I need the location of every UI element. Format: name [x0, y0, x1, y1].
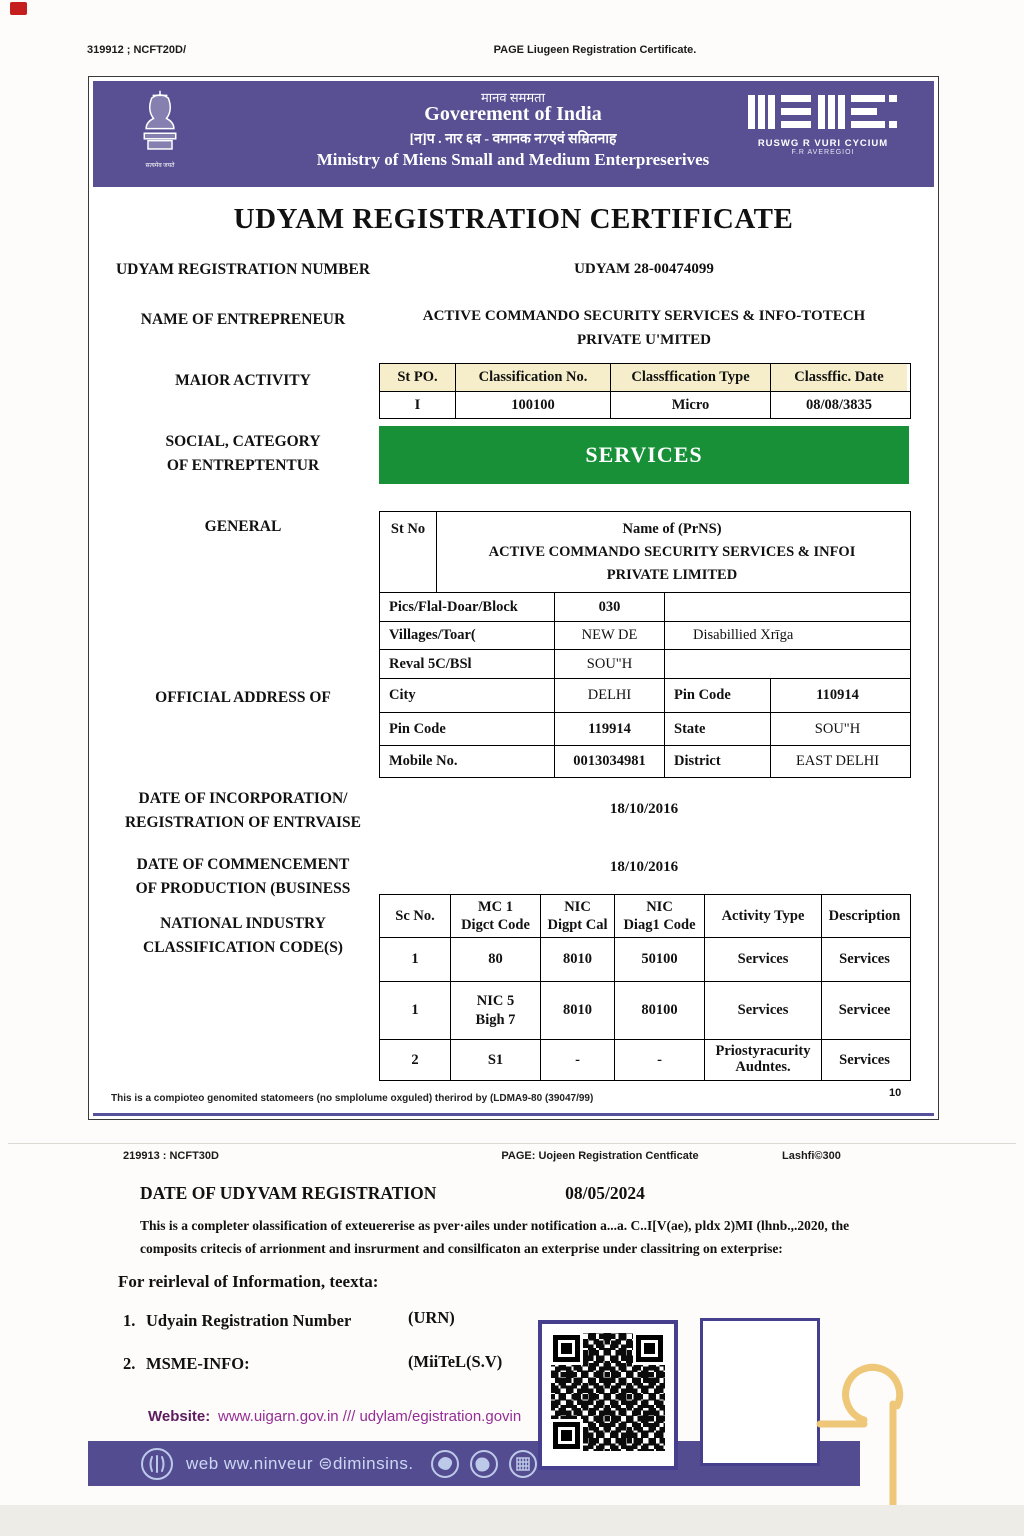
entrepreneur-value: ACTIVE COMMANDO SECURITY SERVICES & INFO-TOTECH PRIVATE U'MITED [422, 308, 866, 348]
activity-cell: I [414, 396, 421, 413]
nic-header-cell: Description [821, 895, 907, 937]
item1-label: Udyain Registration Number [146, 1311, 352, 1330]
nic-table [379, 894, 911, 1081]
page1-bottom-rule [93, 1113, 934, 1116]
entrepreneur-label: NAME OF ENTREPRENEUR [140, 311, 346, 328]
msme-caption-2: F.R AVEREGIOI [791, 149, 855, 156]
commencement-label-2: OF PRODUCTION (BUSINESS [135, 880, 351, 897]
msme-caption-1: RUSWG R VURI CYCIUM [757, 138, 889, 149]
page-divider [8, 1143, 1016, 1144]
address-row: City DELHI Pin Code 110914 [380, 678, 910, 712]
incorporation-value: 18/10/2016 [609, 801, 679, 817]
activity-header-row [380, 364, 910, 391]
general-label: GENERAL [204, 518, 282, 535]
address-row: Pin Code 119914 State SOU"H [380, 712, 910, 745]
nic-header-cell: MC 1 Digct Code [450, 895, 540, 937]
address-name-row [380, 512, 910, 592]
nic-row: 2 S1 - - Priostyracurity Audntes. Services [380, 1039, 910, 1080]
bottom-margin [0, 1505, 1024, 1536]
udyam-reg-date-label: DATE OF UDYVAM REGISTRATION [140, 1183, 437, 1203]
nic-row: 1 NIC 5 Bigh 7 8010 80100 Services Servicee [380, 981, 910, 1039]
activity-header-cell: Classffic. Date [770, 364, 907, 391]
activity-cell: Micro [610, 392, 770, 418]
address-stno-cell: St No [390, 521, 426, 537]
nic-header-cell: Activity Type [704, 895, 821, 937]
nic-header-cell: NIC Diag1 Code [614, 895, 704, 937]
footer-bar-text: web ww.ninveur ⊜diminsins. [186, 1453, 414, 1473]
classification-paragraph-line2: composits critecis of arrionment and insrurment and consilficaton an exterprise under classitring on exterprise: [140, 1241, 783, 1256]
activity-table [379, 363, 911, 419]
incorporation-label-1: DATE OF INCORPORATION/ [138, 790, 348, 807]
address-row: Mobile No. 0013034981 District EAST DELHI [380, 745, 910, 777]
photo-placeholder-box [700, 1318, 820, 1466]
website-url[interactable]: www.uigarn.gov.in /// udylam/egistration.govin [218, 1408, 522, 1425]
address-row: Pics/Flal-Doar/Block 030 [380, 592, 910, 621]
address-row: Reval 5C/BSl SOU"H [380, 649, 910, 678]
qr-code-box [538, 1320, 678, 1470]
social-category-label-1: SOCIAL, CATEGORY [165, 433, 321, 450]
nic-header-cell: NIC Digpt Cal [540, 895, 614, 937]
corner-mark [10, 2, 27, 15]
banner-devanagari-small: मानव सममता [481, 90, 545, 105]
page2-meta-center: PAGE: Uojeen Registration Centficate [501, 1150, 699, 1162]
activity-header-cell: St PO. [380, 364, 455, 391]
item2-value: (MiiTeL(S.V) [408, 1352, 503, 1371]
classification-paragraph-line1: This is a completer olassification of exteuererise as pver·ailes under notification a...a. C..I[V(ae), pldx 2)MI (lhnb.,.2020, the [140, 1218, 850, 1233]
item1-number: 1. [123, 1311, 136, 1330]
social-category-label-2: OF ENTREPTENTUR [166, 457, 320, 474]
activity-cell: 08/08/3835 [770, 392, 907, 418]
nic-header-row [380, 895, 910, 937]
page2-meta-right: Lashfi©300 [782, 1150, 841, 1162]
building-icon[interactable] [508, 1449, 538, 1479]
official-address-label: OFFICIAL ADDRESS OF [155, 689, 331, 706]
retrieval-heading: For reirleval of Information, teexta: [118, 1272, 379, 1291]
ashoka-emblem-icon [129, 87, 191, 161]
udyam-reg-date-value: 08/05/2024 [565, 1183, 645, 1203]
item1-value: (URN) [408, 1308, 455, 1327]
page1-page-number: 10 [889, 1087, 902, 1099]
page1-meta-left: 319912 ; NCFT20D/ [87, 44, 187, 56]
banner-ministry-line: Ministry of Miens Small and Medium Enterpreserives [316, 150, 710, 169]
nic-label-1: NATIONAL INDUSTRY [160, 915, 326, 932]
activity-data-row [380, 391, 910, 418]
activity-cell: 100100 [455, 392, 610, 418]
header-banner [93, 81, 934, 187]
qr-code [551, 1333, 665, 1451]
nic-row: 1 80 8010 50100 Services Services [380, 937, 910, 981]
page1 [88, 76, 939, 1120]
footer-social-icons [430, 1449, 538, 1479]
activity-header-cell: Classification No. [455, 364, 610, 391]
address-row: Villages/Toar( NEW DE Disabillied Xrīga [380, 621, 910, 649]
item2-label: MSME-INFO: [146, 1354, 250, 1373]
address-table [379, 511, 911, 778]
page2-meta-left: 219913 : NCFT30D [123, 1150, 219, 1162]
urn-value: UDYAM 28-00474099 [574, 261, 714, 277]
banner-devanagari-bold: [न]प . नार ६व - वमानक न7एवं सम्रितनाह [409, 132, 617, 147]
banner-government-line: Goverement of India [424, 103, 602, 125]
phone-icon [140, 1447, 174, 1481]
address-name-cell: Name of (PrNS) ACTIVE COMMANDO SECURITY SERVICES & INFOI PRIVATE LIMITED [436, 512, 907, 592]
incorporation-label-2: REGISTRATION OF ENTRVAISE [124, 814, 362, 831]
nic-label-2: CLASSIFICATION CODE(S) [143, 939, 343, 956]
nic-header-cell: Sc No. [395, 907, 435, 924]
page1-footnote: This is a compioteo genomited statomeers (no smplolume oxguled) therirod by (LDMA9-80 (39047/99) [111, 1093, 594, 1104]
commencement-value: 18/10/2016 [609, 859, 679, 875]
activity-header-cell: Classffication Type [610, 364, 770, 391]
certificate-title: UDYAM REGISTRATION CERTIFICATE [233, 203, 794, 235]
msme-logo [743, 93, 903, 156]
services-banner: SERVICES [379, 426, 909, 484]
commencement-label-1: DATE OF COMMENCEMENT [136, 856, 350, 873]
page1-meta-center: PAGE Liugeen Registration Certificate. [493, 44, 697, 56]
msme-logo-icon [748, 93, 898, 131]
urn-label: UDYAM REGISTRATION NUMBER [115, 261, 371, 278]
emblem-caption: सत्यमेव जयते [145, 163, 175, 169]
major-activity-label: MAIOR ACTIVITY [175, 372, 311, 389]
globe-icon[interactable] [430, 1449, 460, 1479]
website-label: Website: [148, 1408, 211, 1425]
globe-icon[interactable] [469, 1449, 499, 1479]
item2-number: 2. [123, 1354, 136, 1373]
